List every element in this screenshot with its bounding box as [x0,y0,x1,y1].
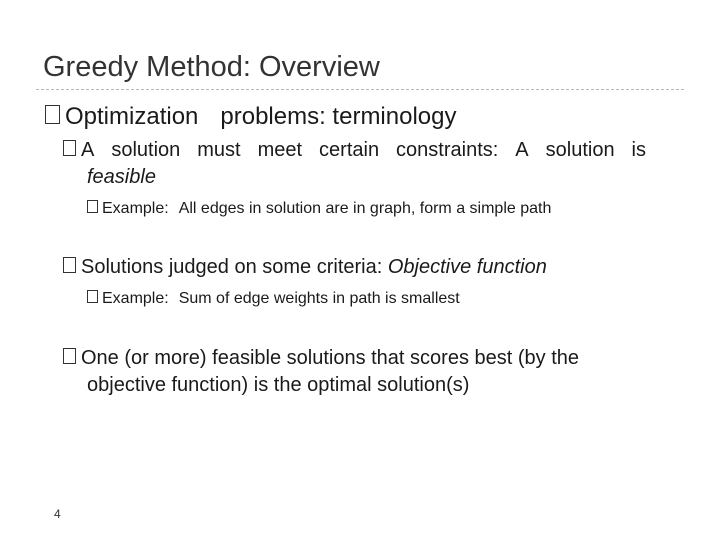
bullet-label-a: Optimization [65,103,199,130]
bullet-optimal-line1 [63,345,579,372]
bullet-optimal-line2: objective function) is the optimal solution(s) [87,374,470,396]
square-bullet-icon [63,257,76,273]
example-label: Example: [102,290,169,307]
bullet-label-b: problems: terminology [220,103,457,130]
title-divider [36,89,684,90]
word: certain [319,139,380,161]
objective-text: Solutions judged on some criteria: [81,256,383,278]
example-label: Example: [102,200,169,217]
word: A [81,139,95,161]
bullet-objective-function [63,254,547,281]
objective-emphasis: Objective function [387,256,547,278]
square-bullet-icon [63,348,76,364]
square-bullet-icon [87,290,98,303]
word: constraints: [396,139,499,161]
word: is [631,139,646,161]
optimal-line1-text: One (or more) feasible solutions that scores best (by the [81,347,580,369]
page-number: 4 [54,507,61,521]
bullet-optimal-solution [63,345,579,399]
square-bullet-icon [63,140,76,156]
bullet-feasible [63,137,646,191]
slide-title: Greedy Method: Overview [43,51,380,83]
example-text: Sum of edge weights in path is smallest [178,290,460,307]
bullet-feasible-example [87,198,551,219]
example-text: All edges in solution are in graph, form a simple path [178,200,552,217]
word: solution [545,139,615,161]
bullet-optimization-problems [45,102,457,132]
word: A [515,139,529,161]
bullet-feasible-line2: feasible [87,166,156,188]
bullet-objective-example [87,288,460,309]
word: must [197,139,241,161]
square-bullet-icon [45,105,60,124]
word: solution [111,139,181,161]
bullet-feasible-line1 [63,137,646,164]
square-bullet-icon [87,200,98,213]
word: meet [257,139,303,161]
